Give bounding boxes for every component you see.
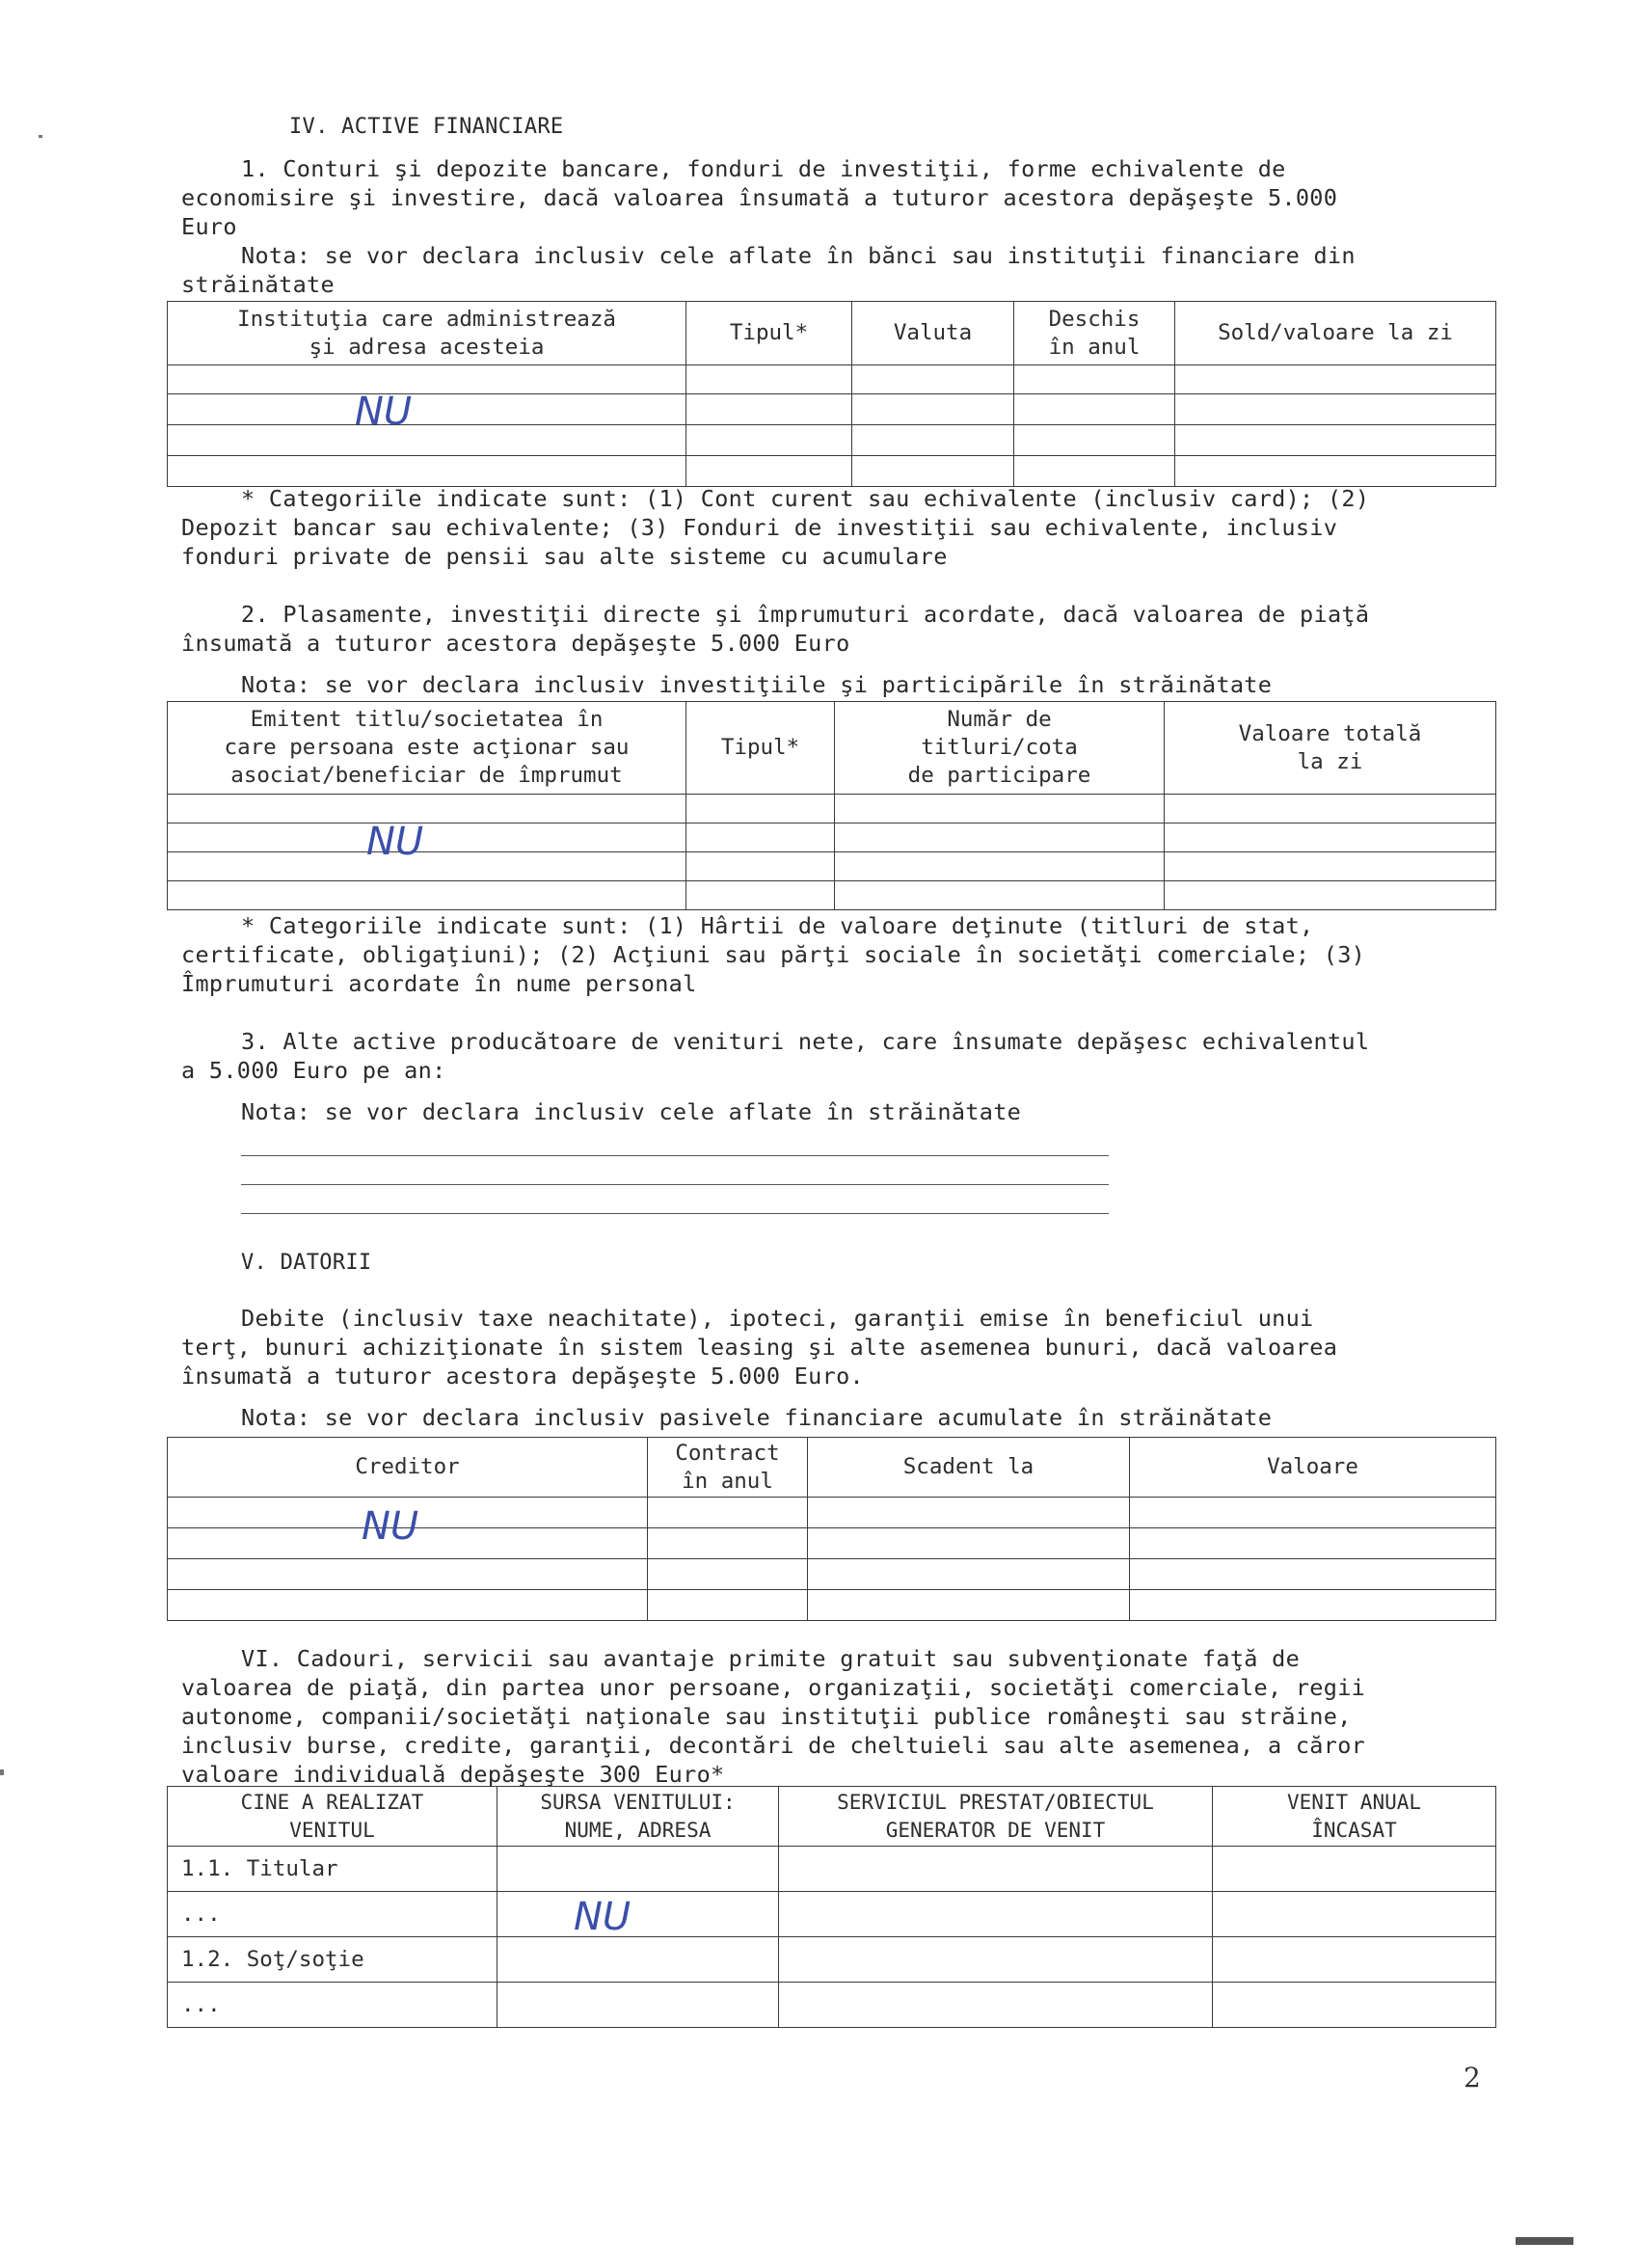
col-header-total-value: Valoare totală la zi (1165, 702, 1496, 795)
col-header-creditor: Creditor (168, 1438, 648, 1498)
scan-artifact (0, 1769, 4, 1775)
col-header-issuer: Emitent titlu/societatea în care persoana este acţionar sau asociat/beneficiar de împrumut (168, 702, 686, 795)
p1-footnote-line-2: Depozit bancar sau echivalente; (3) Fonduri de investiţii sau echivalente, inclusiv (181, 514, 1338, 541)
row-label: 1.1. Titular (168, 1847, 497, 1892)
table-row (168, 1937, 1496, 1983)
table-row (168, 1559, 1496, 1590)
s5-line-1: Debite (inclusiv taxe neachitate), ipoteci, garanţii emise în beneficiul unui (241, 1305, 1314, 1332)
p1-note-line-2: străinătate (181, 271, 335, 298)
col-header-due-date: Scadent la (808, 1438, 1130, 1498)
section-4-title: IV. ACTIVE FINANCIARE (289, 115, 564, 139)
fill-in-line (241, 1213, 1109, 1214)
p1-line-1: 1. Conturi şi depozite bancare, fonduri de investiţii, forme echivalente de (241, 155, 1286, 182)
s6-line-2: valoarea de piaţă, din partea unor persoane, organizaţii, societăţi comerciale, regii (181, 1674, 1366, 1701)
p2-footnote-line-3: Împrumuturi acordate în nume personal (181, 970, 697, 997)
col-header-opened-year: Deschis în anul (1014, 302, 1175, 365)
row-label: ... (168, 1983, 497, 2028)
s5-note: Nota: se vor declara inclusiv pasivele financiare acumulate în străinătate (241, 1404, 1273, 1431)
handwritten-nu-debts: NU (362, 1504, 419, 1549)
p2-footnote-line-1: * Categoriile indicate sunt: (1) Hârtii de valoare deţinute (titluri de stat, (241, 912, 1314, 939)
p2-line-1: 2. Plasamente, investiţii directe şi împrumuturi acordate, dacă valoarea de piaţă (241, 601, 1370, 628)
scan-artifact (39, 135, 42, 138)
col-header-balance: Sold/valoare la zi (1175, 302, 1496, 365)
s6-line-3: autonome, companii/societăţi naţionale sau instituţii publice româneşti sau străine, (181, 1703, 1352, 1730)
row-label: 1.2. Soţ/soţie (168, 1937, 497, 1983)
col-header-type: Tipul* (686, 702, 835, 795)
col-header-who: CINE A REALIZAT VENITUL (168, 1787, 497, 1847)
s6-line-4: inclusiv burse, credite, garanţii, decontări de cheltuieli sau alte asemenea, a căror (181, 1732, 1366, 1759)
page-number: 2 (1464, 2062, 1481, 2093)
s5-line-3: însumată a tuturor acestora depăşeşte 5.000 Euro. (181, 1363, 864, 1390)
table-row (168, 1590, 1496, 1621)
col-header-type: Tipul* (686, 302, 852, 365)
investments-table (167, 701, 1496, 910)
table-row (168, 1892, 1496, 1937)
col-header-currency: Valuta (852, 302, 1014, 365)
col-header-contract-year: Contract în anul (648, 1438, 808, 1498)
scan-artifact (1516, 2237, 1573, 2245)
table-row (168, 1847, 1496, 1892)
s5-line-2: terţ, bunuri achiziţionate în sistem leasing şi alte asemenea bunuri, dacă valoarea (181, 1334, 1338, 1361)
fill-in-line (241, 1155, 1109, 1156)
table-row (168, 881, 1496, 910)
handwritten-nu-accounts: NU (355, 390, 413, 434)
p2-note: Nota: se vor declara inclusiv investiţiile şi participările în străinătate (241, 671, 1273, 698)
table-row (168, 456, 1496, 487)
p3-note: Nota: se vor declara inclusiv cele aflate în străinătate (241, 1098, 1022, 1125)
col-header-amount: Valoare (1130, 1438, 1496, 1498)
p1-line-2: economisire şi investire, dacă valoarea însumată a tuturor acestora depăşeşte 5.000 (181, 184, 1338, 211)
section-5-title: V. DATORII (241, 1251, 372, 1275)
p3-line-2: a 5.000 Euro pe an: (181, 1057, 446, 1084)
s6-line-1: VI. Cadouri, servicii sau avantaje primite gratuit sau subvenţionate faţă de (241, 1645, 1301, 1672)
table-row (168, 795, 1496, 824)
row-label: ... (168, 1892, 497, 1937)
p1-note-line-1: Nota: se vor declara inclusiv cele aflate în bănci sau instituţii financiare din (241, 242, 1356, 269)
table-row (168, 1983, 1496, 2028)
p1-footnote-line-1: * Categoriile indicate sunt: (1) Cont curent sau echivalente (inclusiv card); (2) (241, 485, 1370, 512)
p3-line-1: 3. Alte active producătoare de venituri nete, care însumate depăşesc echivalentul (241, 1028, 1370, 1055)
col-header-source: SURSA VENITULUI: NUME, ADRESA (497, 1787, 779, 1847)
p1-line-3: Euro (181, 213, 237, 240)
p2-line-2: însumată a tuturor acestora depăşeşte 5.000 Euro (181, 630, 850, 657)
s6-line-5: valoare individuală depăşeşte 300 Euro* (181, 1761, 725, 1788)
fill-in-line (241, 1184, 1109, 1185)
handwritten-nu-gifts: NU (574, 1895, 631, 1939)
p1-footnote-line-3: fonduri private de pensii sau alte sisteme cu acumulare (181, 543, 948, 570)
col-header-service: SERVICIUL PRESTAT/OBIECTUL GENERATOR DE VENIT (779, 1787, 1213, 1847)
gifts-table (167, 1786, 1496, 2028)
col-header-institution: Instituţia care administrează şi adresa acesteia (168, 302, 686, 365)
handwritten-nu-investments: NU (366, 820, 424, 864)
col-header-shares: Număr de titluri/cota de participare (835, 702, 1165, 795)
p2-footnote-line-2: certificate, obligaţiuni); (2) Acţiuni sau părţi sociale în societăţi comerciale; (3) (181, 941, 1366, 968)
col-header-annual-income: VENIT ANUAL ÎNCASAT (1213, 1787, 1496, 1847)
